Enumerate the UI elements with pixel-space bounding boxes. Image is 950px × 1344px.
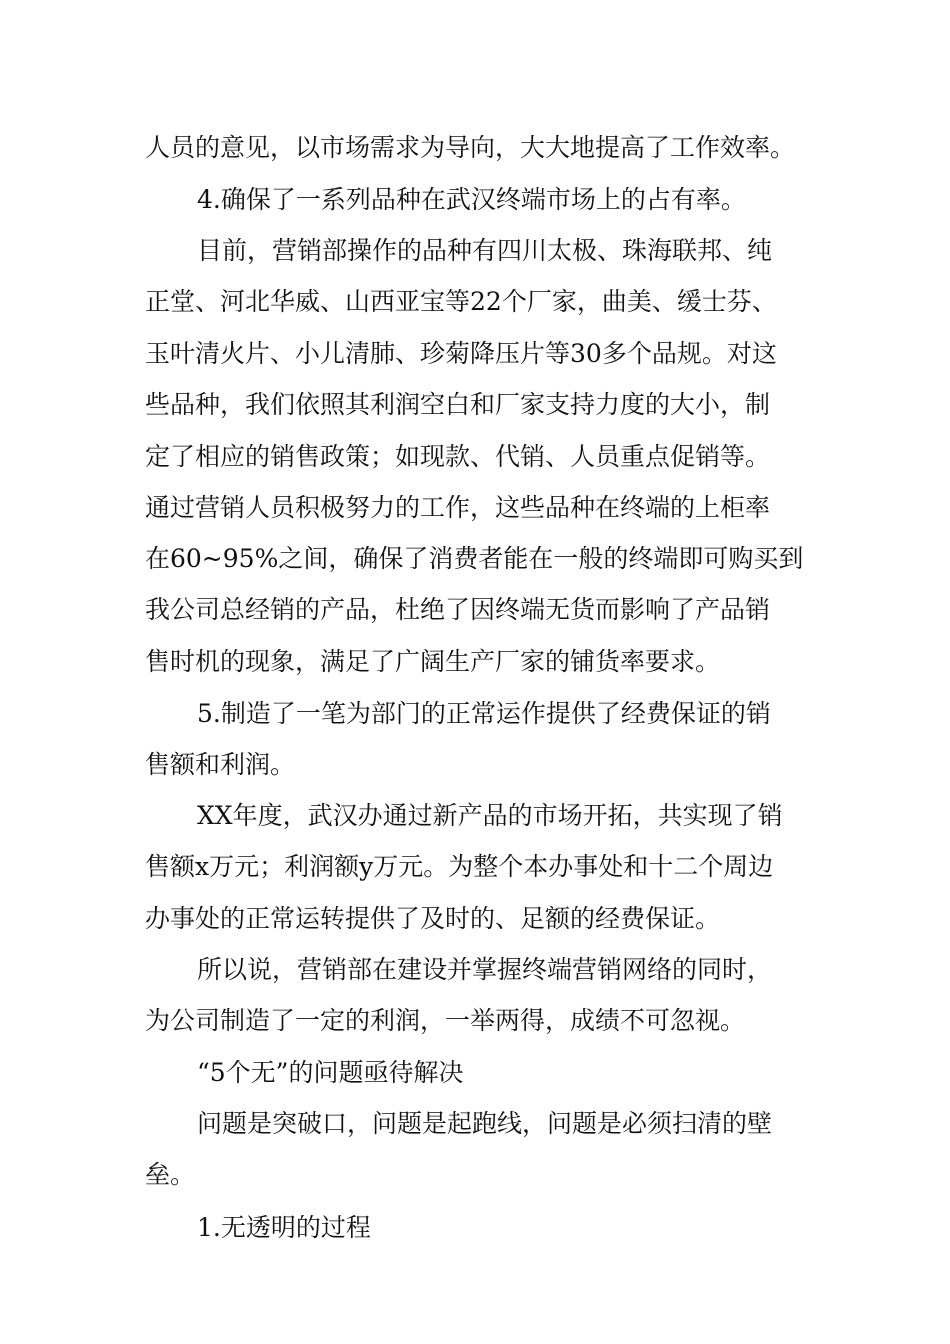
paragraph-line: 垒。 (145, 1160, 196, 1189)
paragraph-line: 玉叶清火片、小儿清肺、珍菊降压片等30多个品规。对这 (145, 339, 777, 368)
paragraph-line: 我公司总经销的产品，杜绝了因终端无货而影响了产品销 (145, 595, 771, 624)
numbered-heading: 1.无透明的过程 (197, 1213, 371, 1242)
numbered-heading-continued: 售额和利润。 (145, 750, 296, 779)
paragraph-line: 所以说，营销部在建设并掌握终端营销网络的同时， (197, 955, 773, 984)
paragraph-line: 定了相应的销售政策；如现款、代销、人员重点促销等。 (145, 442, 771, 471)
paragraph-line: 售额x万元；利润额y万元。为整个本办事处和十二个周边 (145, 852, 774, 881)
paragraph-line: 为公司制造了一定的利润，一举两得，成绩不可忽视。 (145, 1006, 746, 1035)
paragraph-line: 目前，营销部操作的品种有四川太极、珠海联邦、纯 (197, 236, 773, 265)
paragraph-line: XX年度，武汉办通过新产品的市场开拓，共实现了销 (197, 801, 783, 830)
paragraph-line: 售时机的现象，满足了广阔生产厂家的铺货率要求。 (145, 647, 721, 676)
text-line: 人员的意见，以市场需求为导向，大大地提高了工作效率。 (145, 133, 796, 162)
paragraph-line: 问题是突破口，问题是起跑线，问题是必须扫清的壁 (197, 1109, 773, 1138)
paragraph-line: 些品种，我们依照其利润空白和厂家支持力度的大小，制 (145, 390, 771, 419)
numbered-heading: 5.制造了一笔为部门的正常运作提供了经费保证的销 (197, 699, 771, 728)
paragraph-line: 正堂、河北华威、山西亚宝等22个厂家，曲美、缓士芬、 (145, 287, 777, 316)
paragraph-line: 在60~95%之间，确保了消费者能在一般的终端即可购买到 (145, 544, 804, 573)
paragraph-line: 办事处的正常运转提供了及时的、足额的经费保证。 (145, 904, 721, 933)
numbered-heading: 4.确保了一系列品种在武汉终端市场上的占有率。 (197, 185, 746, 214)
paragraph-line: 通过营销人员积极努力的工作，这些品种在终端的上柜率 (145, 493, 771, 522)
section-heading: “5个无”的问题亟待解决 (197, 1058, 464, 1087)
